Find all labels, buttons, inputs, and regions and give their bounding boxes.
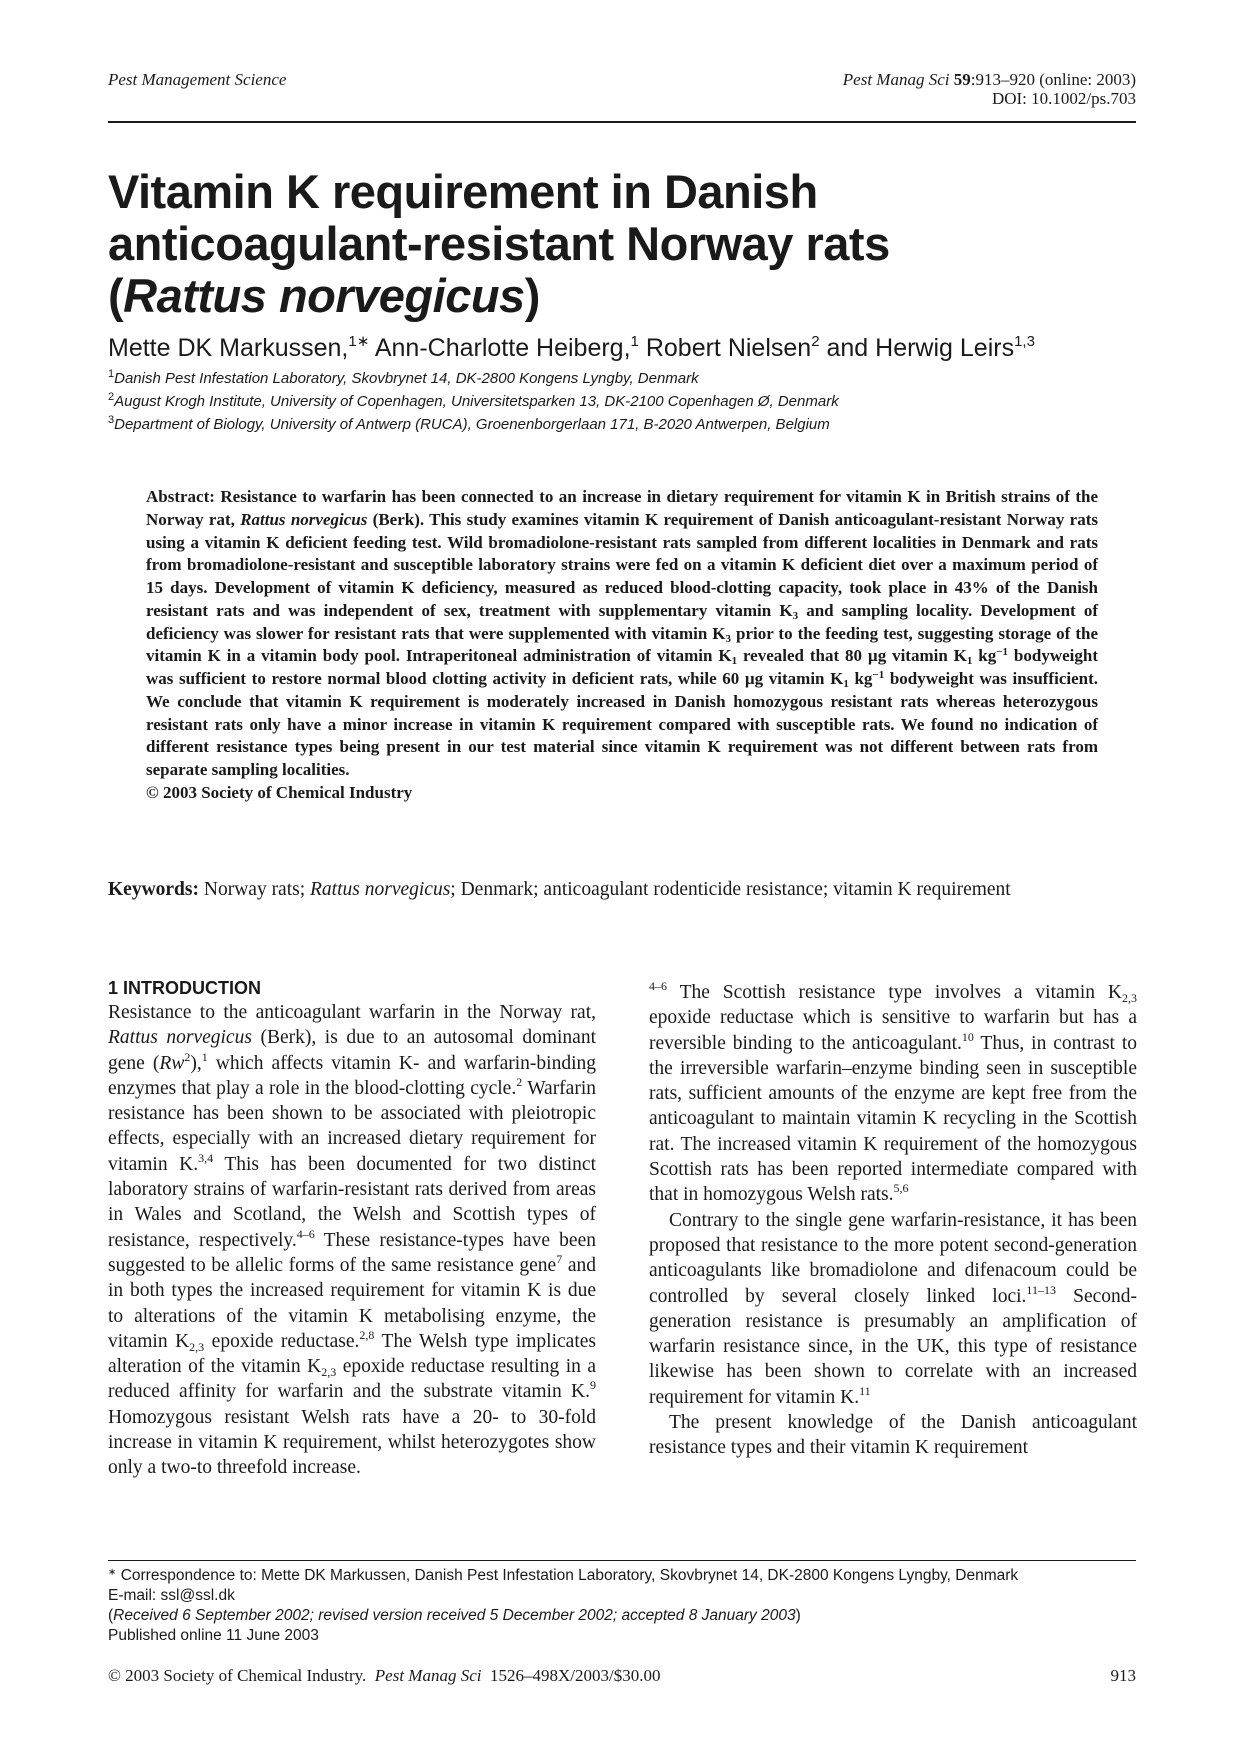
journal-name: Pest Management Science — [108, 70, 287, 89]
text-fragment: ) — [795, 1607, 801, 1624]
affiliation-1 — [108, 370, 1136, 388]
published-date: Published online 11 June 2003 — [108, 1627, 319, 1644]
intro-paragraph-2 — [649, 1208, 1137, 1410]
email-note: E-mail: ssl@ssl.dk — [108, 1587, 235, 1604]
body-text: Warfarin resistance has been shown to be associated with pleiotropic effects, especially with an increased dietary requirement for vitamin K. — [108, 1077, 596, 1175]
author: Robert Nielsen — [638, 334, 812, 362]
subscript: 1 — [843, 678, 849, 690]
correspondence-note — [108, 1566, 1136, 1586]
citation-superscript: 1 — [201, 1049, 208, 1064]
abstract — [146, 486, 1098, 805]
citation-superscript: 11–13 — [1026, 1282, 1056, 1297]
correspondence-text: Correspondence to: Mette DK Markussen, Danish Pest Infestation Laboratory, Skovbrynet 14, DK-2800 Kongens Lyngby, Denmark — [116, 1567, 1019, 1584]
author: Ann-Charlotte Heiberg, — [369, 334, 631, 362]
page-number: 913 — [1110, 1666, 1136, 1685]
body-text: Resistance to the anticoagulant warfarin in the Norway rat, — [108, 1002, 596, 1023]
keywords-text: ; Denmark; anticoagulant rodenticide resistance; vitamin K requirement — [450, 879, 1011, 900]
author-list — [108, 333, 1136, 363]
received-dates — [108, 1606, 1136, 1626]
citation-superscript: 10 — [961, 1029, 974, 1044]
received-text: Received 6 September 2002; revised version received 5 December 2002; accepted 8 January 2003 — [113, 1607, 796, 1624]
title-paren-close: ) — [524, 269, 540, 322]
author-affiliation-mark: 1 — [630, 333, 639, 350]
abstract-text: bodyweight was insufficient. We conclude that vitamin K requirement is moderately increased in Danish homozygous resistant rats whereas heterozygous resistant rats only have a minor increase in vitamin K requirement compared with susceptible rats. We found no indication of different resistance types being present in our test material since vitamin K requirement was not different between rats from separate sampling localities. — [146, 669, 1098, 779]
keywords-species: Rattus norvegicus — [310, 879, 451, 900]
subscript: 3 — [792, 609, 799, 622]
citation-superscript: 7 — [556, 1251, 563, 1266]
body-text: ), — [190, 1052, 202, 1074]
abstract-text: and sampling locality. Development of deficiency was slower for resistant rats that were supplemented with vitamin K — [146, 600, 1098, 643]
body-text: The Welsh type implicates alteration of the vitamin K — [108, 1330, 596, 1378]
citation-superscript: 5,6 — [893, 1181, 909, 1196]
author: and Herwig Leirs — [819, 334, 1015, 362]
abstract-species: Rattus norvegicus — [240, 509, 368, 529]
subscript: 3 — [725, 632, 732, 645]
author: Mette DK Markussen, — [108, 334, 349, 362]
citation-superscript: 3,4 — [198, 1150, 214, 1165]
affiliation-3 — [108, 416, 1136, 434]
body-text: The Scottish resistance type involves a vitamin K — [667, 982, 1122, 1003]
column-left — [108, 977, 596, 1481]
superscript: −1 — [872, 669, 885, 681]
body-text: epoxide reductase. — [204, 1330, 360, 1352]
body-text: epoxide reductase resulting in a reduced affinity for warfarin and the substrate vitamin K. — [108, 1356, 596, 1403]
body-text: and in both types the increased requirement for vitamin K is due to alterations of the vitamin K metabolising enzyme, the vitamin K — [108, 1254, 596, 1352]
abstract-text: Abstract: Resistance to warfarin has been connected to an increase in dietary requirement for vitamin K in British strains of the Norway rat, — [146, 487, 1098, 529]
citation-superscript: 2 — [184, 1049, 191, 1064]
intro-paragraph-3: The present knowledge of the Danish anticoagulant resistance types and their vitamin K requirement — [649, 1412, 1137, 1459]
intro-paragraph-1 — [108, 1000, 596, 1481]
italic-text: Rw — [159, 1052, 185, 1074]
affiliation-number: 2 — [108, 391, 115, 403]
doi: DOI: 10.1002/ps.703 — [991, 89, 1136, 108]
header-rule — [108, 121, 1136, 123]
title-line-1: Vitamin K requirement in Danish — [108, 165, 818, 218]
subscript: 1 — [966, 655, 973, 668]
subscript: 2,3 — [1122, 991, 1137, 1005]
abstract-text: bodyweight was sufficient to restore normal blood clotting activity in deficient rats, while 60 µg vitamin K — [146, 646, 1098, 688]
keywords-text: Norway rats; — [199, 879, 311, 900]
column-right — [649, 980, 1137, 1461]
title-species: Rattus norvegicus — [123, 269, 525, 322]
subscript: 1 — [731, 655, 738, 668]
abstract-text: prior to the feeding test, suggesting storage of the vitamin K in a vitamin body pool. Intraperitoneal administration of vitamin K — [146, 623, 1098, 666]
affiliation-text: Danish Pest Infestation Laboratory, Skovbrynet 14, DK-2800 Kongens Lyngby, Denmark — [114, 370, 699, 387]
title-line-2: anticoagulant-resistant Norway rats — [108, 217, 890, 270]
subscript: 2,3 — [189, 1339, 205, 1354]
intro-paragraph-1-continued — [649, 980, 1137, 1208]
citation-superscript: 11 — [859, 1383, 871, 1398]
body-text: This has been documented for two distinct laboratory strains of warfarin-resistant rats derived from areas in Wales and Scotland, the Welsh and Scottish types of resistance, respectively. — [108, 1153, 596, 1251]
section-heading-introduction: 1 INTRODUCTION — [108, 978, 261, 998]
footer-issn: 1526–498X/2003/$30.00 — [489, 1666, 661, 1685]
footnotes — [108, 1566, 1136, 1646]
author-affiliation-mark: 1∗ — [348, 333, 370, 350]
author-affiliation-mark: 1,3 — [1014, 333, 1035, 350]
abstract-text: (Berk). This study examines vitamin K requirement of Danish anticoagulant-resistant Norway rats using a vitamin K deficient feeding test. Wild bromadiolone-resistant rats sampled from different localities in Denmark and rats from bromadiolone-resistant and susceptible laboratory strains were fed on a vitamin K deficient diet over a maximum period of 15 days. Development of vitamin K deficiency, measured as reduced blood-clotting capacity, took place in 43% of the Danish resistant rats and was independent of sex, treatment with supplementary vitamin K — [146, 509, 1099, 620]
affiliation-number: 3 — [108, 414, 115, 426]
title-line-3 — [108, 269, 540, 322]
footnote-mark: ∗ — [108, 1567, 117, 1578]
citation-volume: 59 — [953, 70, 971, 89]
subscript: 2,3 — [321, 1365, 337, 1380]
affiliation-2 — [108, 393, 1136, 411]
citation-superscript: 9 — [590, 1378, 596, 1393]
author-affiliation-mark: 2 — [811, 333, 820, 350]
abstract-copyright: © 2003 Society of Chemical Industry — [146, 782, 413, 802]
footer-copyright: © 2003 Society of Chemical Industry. — [108, 1666, 367, 1685]
footer-journal: Pest Manag Sci — [374, 1666, 482, 1685]
citation-journal: Pest Manag Sci — [842, 70, 950, 89]
body-text: epoxide reductase which is sensitive to warfarin but has a reversible binding to the anticoagulant. — [649, 1007, 1137, 1054]
abstract-text: kg — [972, 646, 997, 666]
body-text: Contrary to the single gene warfarin-resistance, it has been proposed that resistance to the more potent second-generation anticoagulants like bromadiolone and difenacoum could be controlled by several closely linked loci. — [649, 1209, 1137, 1307]
body-text: These resistance-types have been suggested to be allelic forms of the same resistance gene — [108, 1229, 596, 1276]
keywords — [108, 878, 1136, 902]
article-page — [108, 0, 1136, 1755]
article-title — [108, 166, 1136, 322]
citation-line — [843, 70, 1136, 89]
body-text: which affects vitamin K- and warfarin-binding enzymes that play a role in the blood-clotting cycle. — [108, 1052, 596, 1099]
keywords-label: Keywords: — [108, 879, 199, 900]
italic-text: Rattus norvegicus — [108, 1027, 252, 1049]
affiliation-text: Department of Biology, University of Antwerp (RUCA), Groenenborgerlaan 171, B-2020 Antwerpen, Belgium — [114, 416, 830, 433]
citation-superscript: 4–6 — [296, 1226, 315, 1241]
citation-superscript: 4–6 — [649, 979, 667, 993]
citation-superscript: 2,8 — [359, 1327, 375, 1342]
text-continues-right-column: Homozygous resistant Welsh rats have a 20- to 30-fold increase in vitamin K requirement, whilst heterozygotes show only a two-to threefold increase. — [108, 1406, 596, 1479]
superscript: −1 — [996, 646, 1009, 659]
citation-superscript: 2 — [516, 1074, 523, 1089]
title-paren-open: ( — [108, 269, 124, 322]
affiliation-number: 1 — [108, 368, 115, 380]
footnote-rule — [108, 1560, 1136, 1561]
citation-block — [843, 70, 1136, 108]
text-fragment: ( — [108, 1607, 114, 1624]
body-text: (Berk), is due to an autosomal dominant gene ( — [108, 1027, 596, 1074]
page-footer — [108, 1666, 1136, 1686]
citation-pages: :913–920 (online: 2003) — [970, 70, 1136, 89]
body-text: Second-generation resistance is presumably an amplification of warfarin resistance since, in the UK, this type of resistance likewise has been shown to correlate with an increased requirement for vitamin K. — [649, 1285, 1137, 1408]
abstract-text: revealed that 80 µg vitamin K — [737, 646, 967, 666]
abstract-text: kg — [848, 669, 873, 688]
affiliation-text: August Krogh Institute, University of Copenhagen, Universitetsparken 13, DK-2100 Copenhagen Ø, Denmark — [114, 393, 839, 410]
body-text: Thus, in contrast to the irreversible warfarin–enzyme binding seen in susceptible rats, sufficient amounts of the enzyme are kept free from the anticoagulant to maintain vitamin K recycling in the Scottish rat. The increased vitamin K requirement of the homozygous Scottish rats has been reported intermediate compared with that in homozygous Welsh rats. — [649, 1032, 1137, 1206]
